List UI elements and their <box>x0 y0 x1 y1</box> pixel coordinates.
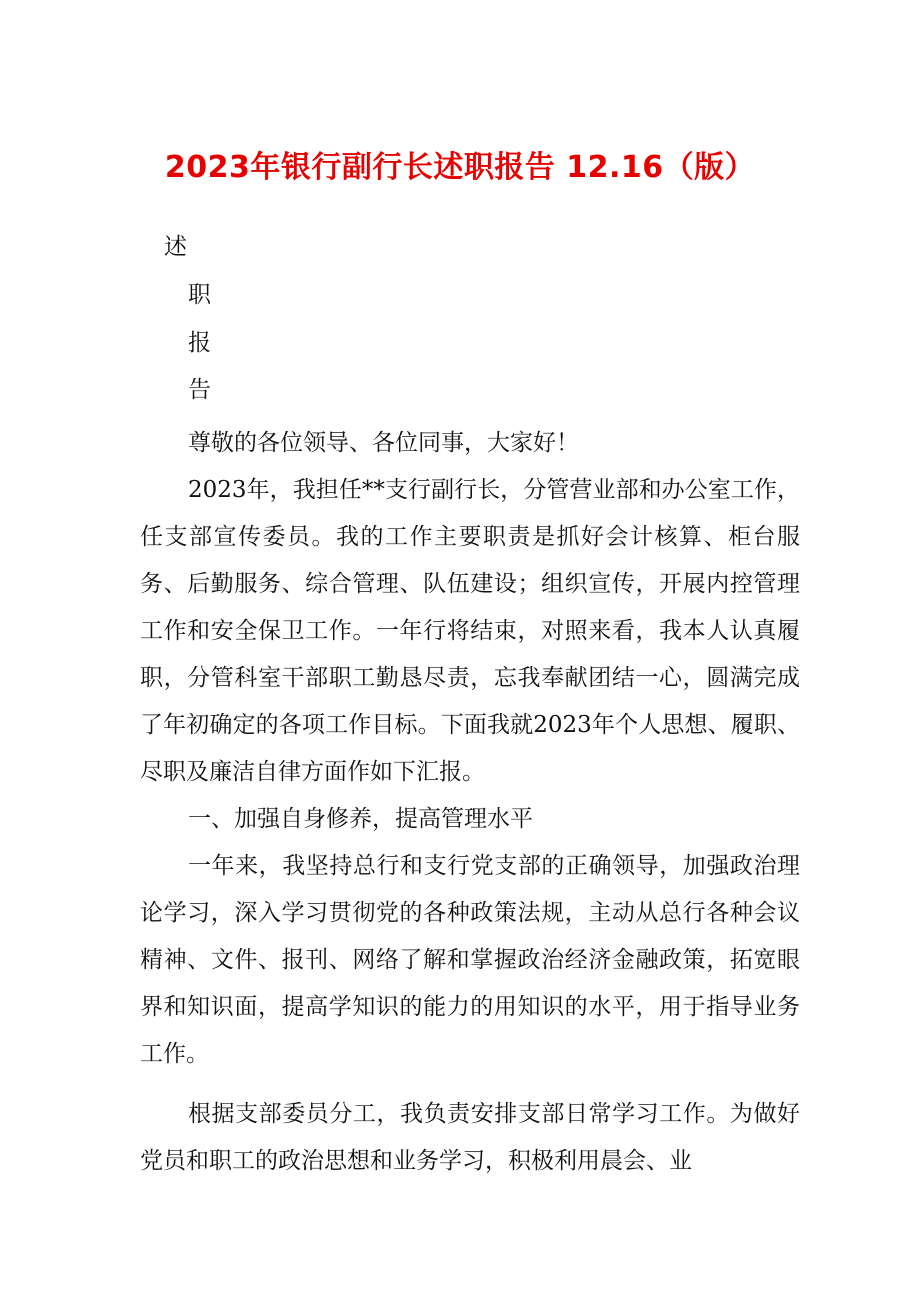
greeting-paragraph: 尊敬的各位领导、各位同事，大家好！ <box>188 430 579 456</box>
intro-paragraph: 2023年，我担任**支行副行长，分管营业部和办公室工作，任支部宣传委员。我的工作主要职责是抓好会计核算、柜台服务、后勤服务、综合管理、队伍建设；组织宣传，开展内控管理工作和安全保卫工作。一年行将结束，对照来看，我本人认真履职，分管科室干部职工勤恳尽责，忘我奉献团结一心，圆满完成了年初确定的各项工作目标。下面我就2023年个人思想、履职、尽职及廉洁自律方面作如下汇报。 <box>140 477 800 785</box>
heading-char-2: 职 <box>188 282 211 308</box>
heading-char-3: 报 <box>188 330 211 356</box>
document-title: 2023年银行副行长述职报告 12.16（版） <box>164 150 756 185</box>
study-paragraph: 根据支部委员分工，我负责安排支部日常学习工作。为做好党员和职工的政治思想和业务学习，积极利用晨会、业 <box>140 1101 800 1174</box>
section-paragraph: 一年来，我坚持总行和支行党支部的正确领导，加强政治理论学习，深入学习贯彻党的各种政策法规，主动从总行各种会议精神、文件、报刊、网络了解和掌握政治经济金融政策，拓宽眼界和知识面，提高学知识的能力的用知识的水平，用于指导业务工作。 <box>140 853 800 1067</box>
document-body <box>140 420 800 1185</box>
section-heading: 一、加强自身修养，提高管理水平 <box>188 806 533 832</box>
heading-char-4: 告 <box>188 377 211 403</box>
heading-char-1: 述 <box>164 234 187 260</box>
